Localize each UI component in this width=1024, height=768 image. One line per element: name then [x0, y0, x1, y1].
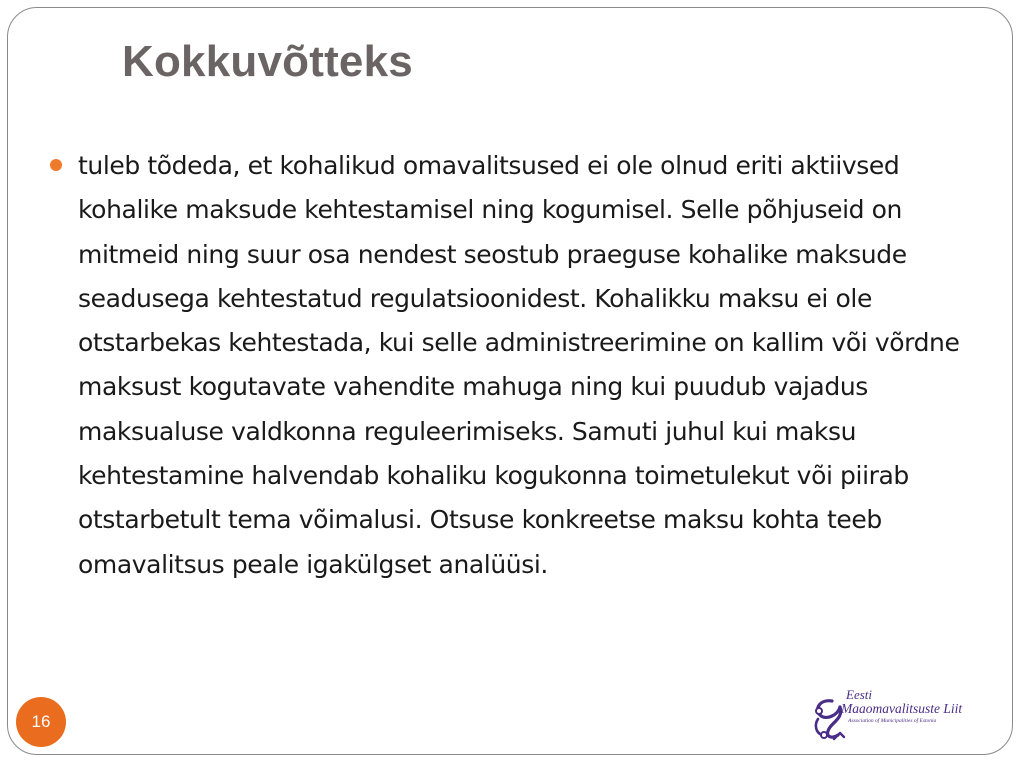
logo-text-line2: Maaomavalitsuste Liit [841, 701, 963, 716]
slide-content [78, 144, 1003, 587]
bullet-dot-icon [50, 159, 62, 171]
organization-logo [808, 685, 978, 745]
bullet-text: tuleb tõdeda, et kohalikud omavalitsused ei ole olnud eriti aktiivsed kohalike maksude kehtestamisel ning kogumisel. Selle põhjuseid on mitmeid ning suur osa nendest seostub praeguse kohalike maksude seadusega kehtestatud regulatsioonidest. Kohalikku maksu ei ole otstarbekas kehtestada, kui selle administreerimine on kallim või võrdne maksust kogutavate vahendite mahuga ning kui puudub vajadus maksualuse valdkonna reguleerimiseks. Samuti juhul kui maksu kehtestamine halvendab kohaliku kogukonna toimetulekut või piirab otstarbetult tema võimalusi. Otsuse konkreetse maksu kohta teeb omavalitsus peale igakülgset analüüsi. [78, 151, 960, 579]
slide-title: Kokkuvõtteks [122, 37, 413, 86]
logo-text-line1: Eesti [846, 687, 872, 702]
page-number: 16 [31, 712, 51, 731]
bullet-item [78, 144, 1003, 587]
page-number-badge [16, 697, 66, 747]
slide [7, 7, 1013, 755]
logo-text-line3: Association of Municipalities of Estonia [848, 718, 937, 724]
